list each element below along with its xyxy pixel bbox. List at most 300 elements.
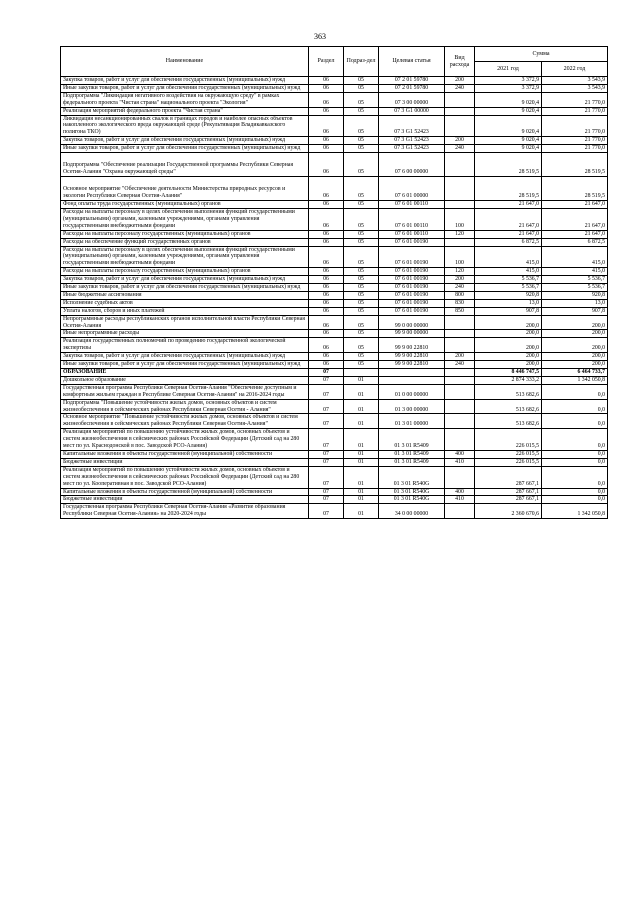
- row-name: Государственная программа Республики Северная Осетия-Алания "Обеспечение доступным и комфортным жильем граждан в Республике Северная Осетия-Алания" на 2016-2024 годы: [61, 384, 309, 399]
- row-sum-2022: 415,0: [542, 246, 608, 268]
- row-sum-2021: 226 015,5: [475, 429, 542, 451]
- table-row: [61, 92, 608, 107]
- row-name: Расходы на выплаты персоналу в целях обеспечения выполнения функций государственными (муниципальными) органами, казенными учреждениями, органами управления государственными внебюджетными фондами: [61, 208, 309, 230]
- row-sum-2021: 200,0: [475, 315, 542, 330]
- row-sum-2022: 21 770,0: [542, 137, 608, 145]
- row-sum-2022: 21 770,0: [542, 92, 608, 107]
- row-razdel: 07: [309, 488, 344, 496]
- row-sum-2022: 1 342 050,8: [542, 376, 608, 384]
- row-razdel: 06: [309, 268, 344, 276]
- row-vr: [445, 338, 475, 353]
- table-row: [61, 84, 608, 92]
- row-name: Иные закупки товаров, работ и услуг для обеспечения государственных (муниципальных) нужд: [61, 361, 309, 369]
- row-sum-2021: 200,0: [475, 330, 542, 338]
- row-sum-2022: 6 464 733,7: [542, 369, 608, 377]
- row-podrazdel: 01: [344, 496, 379, 504]
- row-csr: 07 3 G1 52423: [379, 115, 445, 137]
- row-csr: 07 2 01 59780: [379, 77, 445, 85]
- row-podrazdel: 05: [344, 153, 379, 177]
- row-podrazdel: 01: [344, 376, 379, 384]
- row-razdel: 06: [309, 307, 344, 315]
- row-razdel: 07: [309, 369, 344, 377]
- row-vr: 100: [445, 246, 475, 268]
- row-sum-2021: 226 015,5: [475, 450, 542, 458]
- row-sum-2021: 513 682,6: [475, 399, 542, 414]
- row-name: Непрограммные расходы республиканских органов исполнительной власти Республики Северная Осетия-Алания: [61, 315, 309, 330]
- row-csr: 07 6 01 00190: [379, 284, 445, 292]
- row-vr: [445, 330, 475, 338]
- row-sum-2021: 3 372,9: [475, 77, 542, 85]
- row-podrazdel: 05: [344, 107, 379, 115]
- row-csr: 01 3 01 R540G: [379, 496, 445, 504]
- row-sum-2022: 21 647,0: [542, 208, 608, 230]
- row-razdel: 06: [309, 145, 344, 153]
- row-sum-2022: 0,0: [542, 450, 608, 458]
- row-razdel: 06: [309, 137, 344, 145]
- row-razdel: 06: [309, 238, 344, 246]
- row-sum-2021: 287 667,1: [475, 488, 542, 496]
- row-razdel: 06: [309, 115, 344, 137]
- table-row: [61, 177, 608, 201]
- row-name: Реализация мероприятий по повышению устойчивости жилых домов, основных объектов и систем жизнеобеспечения в сейсмических районах Российской Федерации (Детский сад на 280 мест по ул. Краснодонской в пос. Заводской РСО-Алания): [61, 429, 309, 451]
- row-podrazdel: 05: [344, 307, 379, 315]
- table-row: [61, 414, 608, 429]
- row-sum-2021: 226 015,5: [475, 458, 542, 466]
- row-sum-2021: 28 519,5: [475, 153, 542, 177]
- row-podrazdel: 05: [344, 330, 379, 338]
- row-sum-2021: 2 360 670,6: [475, 504, 542, 519]
- row-name: Подпрограмма "Обеспечение реализации Государственной программы Республики Северная Осетия-Алания "Охрана окружающей среды": [61, 153, 309, 177]
- header-vr: Вид расхода: [445, 47, 475, 77]
- row-name: Фонд оплаты труда государственных (муниципальных) органов: [61, 201, 309, 209]
- row-sum-2021: 3 372,9: [475, 84, 542, 92]
- row-name: Закупка товаров, работ и услуг для обеспечения государственных (муниципальных) нужд: [61, 77, 309, 85]
- row-name: Иные закупки товаров, работ и услуг для обеспечения государственных (муниципальных) нужд: [61, 284, 309, 292]
- row-podrazdel: 01: [344, 458, 379, 466]
- row-csr: 99 9 00 00000: [379, 330, 445, 338]
- row-sum-2022: 0,0: [542, 496, 608, 504]
- table-row: [61, 361, 608, 369]
- row-csr: 07 3 G1 00000: [379, 107, 445, 115]
- row-razdel: 07: [309, 376, 344, 384]
- row-sum-2021: 9 020,4: [475, 92, 542, 107]
- row-name: Подпрограмма "Ликвидация негативного воздействия на окружающую среду" в рамках федерального проекта "Чистая страна" национального проекта "Экология": [61, 92, 309, 107]
- row-podrazdel: 01: [344, 429, 379, 451]
- row-razdel: 06: [309, 208, 344, 230]
- row-vr: 240: [445, 361, 475, 369]
- row-sum-2021: 9 020,4: [475, 107, 542, 115]
- row-podrazdel: 05: [344, 246, 379, 268]
- row-sum-2021: 200,0: [475, 361, 542, 369]
- row-csr: 07 6 00 00000: [379, 153, 445, 177]
- row-sum-2022: 200,0: [542, 361, 608, 369]
- row-sum-2022: 0,0: [542, 384, 608, 399]
- row-razdel: 06: [309, 230, 344, 238]
- row-vr: [445, 107, 475, 115]
- row-sum-2021: 21 647,0: [475, 208, 542, 230]
- row-name: Основное мероприятие "Обеспечение деятельности Министерства природных ресурсов и экологии Республики Северная Осетия-Алания": [61, 177, 309, 201]
- row-razdel: 07: [309, 414, 344, 429]
- table-row: [61, 246, 608, 268]
- page-number: 363: [314, 32, 326, 41]
- row-sum-2022: 21 770,0: [542, 145, 608, 153]
- table-row: [61, 208, 608, 230]
- row-csr: 34 0 00 00000: [379, 504, 445, 519]
- row-vr: 120: [445, 230, 475, 238]
- row-sum-2021: 415,0: [475, 246, 542, 268]
- row-sum-2022: 3 543,9: [542, 84, 608, 92]
- row-razdel: 06: [309, 276, 344, 284]
- row-razdel: 07: [309, 384, 344, 399]
- row-razdel: 06: [309, 284, 344, 292]
- row-vr: [445, 414, 475, 429]
- row-sum-2022: 28 519,5: [542, 153, 608, 177]
- row-sum-2022: 0,0: [542, 488, 608, 496]
- table-row: [61, 458, 608, 466]
- row-name: Иные непрограммные расходы: [61, 330, 309, 338]
- table-row: [61, 115, 608, 137]
- row-sum-2021: 6 872,5: [475, 238, 542, 246]
- row-podrazdel: 05: [344, 361, 379, 369]
- row-csr: 99 9 00 22810: [379, 353, 445, 361]
- row-name: Закупка товаров, работ и услуг для обеспечения государственных (муниципальных) нужд: [61, 137, 309, 145]
- row-name: Расходы на обеспечение функций государственных органов: [61, 238, 309, 246]
- row-csr: 07 3 G1 52423: [379, 137, 445, 145]
- table-row: [61, 201, 608, 209]
- row-sum-2021: 200,0: [475, 338, 542, 353]
- row-sum-2021: 513 682,6: [475, 384, 542, 399]
- row-name: Государственная программа Республики Северная Осетия-Алания «Развитие образования Республики Северная Осетия-Алания» на 2020-2024 годы: [61, 504, 309, 519]
- row-sum-2021: 13,0: [475, 299, 542, 307]
- row-csr: 99 9 00 22810: [379, 361, 445, 369]
- row-sum-2022: 0,0: [542, 429, 608, 451]
- table-row: [61, 330, 608, 338]
- row-csr: 07 6 01 00190: [379, 299, 445, 307]
- row-razdel: 06: [309, 84, 344, 92]
- row-vr: [445, 92, 475, 107]
- row-vr: 410: [445, 458, 475, 466]
- row-razdel: 06: [309, 92, 344, 107]
- row-sum-2021: 9 020,4: [475, 145, 542, 153]
- header-2021: 2021 год: [475, 62, 542, 77]
- row-podrazdel: [344, 369, 379, 377]
- table-row: [61, 291, 608, 299]
- row-vr: 200: [445, 353, 475, 361]
- table-row: [61, 353, 608, 361]
- row-csr: 07 6 01 00000: [379, 177, 445, 201]
- row-vr: 410: [445, 496, 475, 504]
- row-csr: 07 6 01 00190: [379, 268, 445, 276]
- row-name: Бюджетные инвестиции: [61, 458, 309, 466]
- row-razdel: 07: [309, 399, 344, 414]
- row-podrazdel: 01: [344, 399, 379, 414]
- row-podrazdel: 05: [344, 291, 379, 299]
- table-row: [61, 137, 608, 145]
- row-razdel: 06: [309, 107, 344, 115]
- row-vr: 200: [445, 276, 475, 284]
- row-podrazdel: 05: [344, 268, 379, 276]
- row-csr: 07 3 00 00000: [379, 92, 445, 107]
- row-name: Реализация государственных полномочий по проведению государственной экологической экспертизы: [61, 338, 309, 353]
- row-sum-2021: 9 020,4: [475, 115, 542, 137]
- row-vr: [445, 238, 475, 246]
- row-podrazdel: 05: [344, 137, 379, 145]
- row-vr: [445, 466, 475, 488]
- row-sum-2021: 287 667,1: [475, 496, 542, 504]
- row-podrazdel: 05: [344, 145, 379, 153]
- row-podrazdel: 05: [344, 230, 379, 238]
- row-vr: [445, 153, 475, 177]
- budget-table: [60, 46, 608, 519]
- row-name: Расходы на выплаты персоналу государственных (муниципальных) органов: [61, 230, 309, 238]
- header-name: Наименование: [61, 47, 309, 77]
- row-name: Подпрограмма "Повышение устойчивости жилых домов, основных объектов и систем жизнеобеспечения в сейсмических районах Республики Северная Осетия - Алания": [61, 399, 309, 414]
- row-name: Капитальные вложения в объекты государственной (муниципальной) собственности: [61, 488, 309, 496]
- table-row: [61, 153, 608, 177]
- row-vr: [445, 429, 475, 451]
- row-sum-2022: 920,8: [542, 291, 608, 299]
- row-sum-2021: 5 536,7: [475, 284, 542, 292]
- row-podrazdel: 05: [344, 338, 379, 353]
- row-sum-2022: 21 647,0: [542, 230, 608, 238]
- row-name: Иные закупки товаров, работ и услуг для обеспечения государственных (муниципальных) нужд: [61, 145, 309, 153]
- row-name: Исполнение судебных актов: [61, 299, 309, 307]
- row-csr: 99 0 00 00000: [379, 315, 445, 330]
- row-podrazdel: 05: [344, 315, 379, 330]
- row-razdel: 07: [309, 496, 344, 504]
- table-row: [61, 299, 608, 307]
- row-sum-2021: 2 874 333,2: [475, 376, 542, 384]
- row-podrazdel: 01: [344, 414, 379, 429]
- row-name: Иные закупки товаров, работ и услуг для обеспечения государственных (муниципальных) нужд: [61, 84, 309, 92]
- row-csr: 07 3 G1 52423: [379, 145, 445, 153]
- row-csr: 07 6 01 00190: [379, 238, 445, 246]
- row-sum-2021: 287 667,1: [475, 466, 542, 488]
- row-razdel: 06: [309, 353, 344, 361]
- table-row: [61, 107, 608, 115]
- row-csr: 01 3 01 R5409: [379, 458, 445, 466]
- row-sum-2022: 0,0: [542, 458, 608, 466]
- row-sum-2021: 5 536,7: [475, 276, 542, 284]
- row-csr: 07 6 01 00190: [379, 246, 445, 268]
- row-vr: 240: [445, 145, 475, 153]
- row-name: Ликвидация несанкционированных свалок в границах городов и наиболее опасных объектов накопленного экологического вреда окружающей среде (Рекультивация Владикавказского полигона ТКО): [61, 115, 309, 137]
- row-podrazdel: 05: [344, 115, 379, 137]
- table-row: [61, 399, 608, 414]
- row-podrazdel: 05: [344, 276, 379, 284]
- row-razdel: 06: [309, 153, 344, 177]
- row-sum-2021: 28 519,5: [475, 177, 542, 201]
- row-razdel: 06: [309, 291, 344, 299]
- row-name: Закупка товаров, работ и услуг для обеспечения государственных (муниципальных) нужд: [61, 276, 309, 284]
- row-csr: 07 6 01 00110: [379, 230, 445, 238]
- row-name: Расходы на выплаты персоналу в целях обеспечения выполнения функций государственными (муниципальными) органами, казенными учреждениями, органами управления государственными внебюджетными фондами: [61, 246, 309, 268]
- row-vr: 240: [445, 84, 475, 92]
- row-sum-2021: 9 020,4: [475, 137, 542, 145]
- row-sum-2022: 28 519,5: [542, 177, 608, 201]
- row-podrazdel: 05: [344, 177, 379, 201]
- row-csr: 07 6 01 00110: [379, 201, 445, 209]
- row-sum-2021: 513 682,6: [475, 414, 542, 429]
- row-vr: [445, 201, 475, 209]
- row-podrazdel: 01: [344, 450, 379, 458]
- row-vr: 850: [445, 307, 475, 315]
- row-csr: 01 3 00 00000: [379, 399, 445, 414]
- row-vr: 400: [445, 450, 475, 458]
- table-row: [61, 307, 608, 315]
- row-sum-2022: 200,0: [542, 338, 608, 353]
- row-name: Основное мероприятие "Повышение устойчивости жилых домов, основных объектов и систем жизнеобеспечения в сейсмических районах Республики Северная Осетия-Алания": [61, 414, 309, 429]
- row-sum-2022: 21 647,0: [542, 201, 608, 209]
- row-podrazdel: 05: [344, 201, 379, 209]
- row-razdel: 07: [309, 458, 344, 466]
- row-sum-2022: 0,0: [542, 399, 608, 414]
- row-csr: 01 3 01 R5409: [379, 450, 445, 458]
- row-csr: 01 3 01 R540G: [379, 466, 445, 488]
- row-sum-2021: 920,8: [475, 291, 542, 299]
- table-row: [61, 284, 608, 292]
- table-row: [61, 450, 608, 458]
- row-name: Реализация мероприятий федерального проекта "Чистая страна": [61, 107, 309, 115]
- table-body: [61, 77, 608, 519]
- row-vr: 200: [445, 77, 475, 85]
- row-podrazdel: 01: [344, 488, 379, 496]
- row-sum-2022: 3 543,9: [542, 77, 608, 85]
- row-razdel: 07: [309, 450, 344, 458]
- row-name: Реализация мероприятий по повышению устойчивости жилых домов, основных объектов и систем жизнеобеспечения в сейсмических районах Российской Федерации (Детский сад на 280 мест по ул. Кооперативная в пос. Заводской РСО-Алания): [61, 466, 309, 488]
- table-row: [61, 276, 608, 284]
- row-sum-2022: 200,0: [542, 330, 608, 338]
- row-name: Капитальные вложения в объекты государственной (муниципальной) собственности: [61, 450, 309, 458]
- row-sum-2022: 0,0: [542, 414, 608, 429]
- row-vr: [445, 384, 475, 399]
- row-sum-2022: 1 342 050,8: [542, 504, 608, 519]
- table-row: [61, 488, 608, 496]
- row-sum-2022: 5 536,7: [542, 284, 608, 292]
- row-sum-2021: 200,0: [475, 353, 542, 361]
- row-csr: 07 2 01 59780: [379, 84, 445, 92]
- row-podrazdel: 05: [344, 284, 379, 292]
- row-vr: 200: [445, 137, 475, 145]
- header-summa: Сумма: [475, 47, 608, 62]
- row-vr: 120: [445, 268, 475, 276]
- row-csr: 07 6 01 00190: [379, 291, 445, 299]
- table-row: [61, 496, 608, 504]
- row-razdel: 06: [309, 338, 344, 353]
- row-csr: [379, 376, 445, 384]
- row-name: Уплата налогов, сборов и иных платежей: [61, 307, 309, 315]
- row-vr: [445, 315, 475, 330]
- table-row: [61, 77, 608, 85]
- row-name: Дошкольное образование: [61, 376, 309, 384]
- row-csr: 01 3 01 R540G: [379, 488, 445, 496]
- table-row: [61, 384, 608, 399]
- row-csr: 01 0 00 00000: [379, 384, 445, 399]
- row-sum-2021: 8 446 747,5: [475, 369, 542, 377]
- row-name: Расходы на выплаты персоналу государственных (муниципальных) органов: [61, 268, 309, 276]
- row-sum-2021: 907,8: [475, 307, 542, 315]
- row-razdel: 06: [309, 201, 344, 209]
- row-vr: 100: [445, 208, 475, 230]
- table-row: [61, 504, 608, 519]
- row-podrazdel: 05: [344, 84, 379, 92]
- table-row: [61, 145, 608, 153]
- table-row: [61, 429, 608, 451]
- row-vr: 830: [445, 299, 475, 307]
- table-row: [61, 268, 608, 276]
- row-razdel: 06: [309, 315, 344, 330]
- row-vr: [445, 399, 475, 414]
- row-razdel: 06: [309, 177, 344, 201]
- row-sum-2021: 415,0: [475, 268, 542, 276]
- row-name: Закупка товаров, работ и услуг для обеспечения государственных (муниципальных) нужд: [61, 353, 309, 361]
- header-2022: 2022 год: [542, 62, 608, 77]
- row-sum-2022: 200,0: [542, 315, 608, 330]
- row-sum-2022: 5 536,7: [542, 276, 608, 284]
- row-vr: 240: [445, 284, 475, 292]
- row-sum-2022: 907,8: [542, 307, 608, 315]
- row-podrazdel: 01: [344, 504, 379, 519]
- row-sum-2022: 0,0: [542, 466, 608, 488]
- row-csr: 01 3 01 R5409: [379, 429, 445, 451]
- table-header: [61, 47, 608, 77]
- row-vr: [445, 115, 475, 137]
- row-csr: [379, 369, 445, 377]
- table-row: [61, 315, 608, 330]
- table-row: [61, 230, 608, 238]
- row-sum-2022: 415,0: [542, 268, 608, 276]
- row-vr: [445, 369, 475, 377]
- row-sum-2022: 21 770,0: [542, 107, 608, 115]
- row-csr: 01 3 01 00000: [379, 414, 445, 429]
- row-vr: 400: [445, 488, 475, 496]
- row-razdel: 07: [309, 466, 344, 488]
- row-razdel: 06: [309, 246, 344, 268]
- table-row: [61, 376, 608, 384]
- table-row: [61, 369, 608, 377]
- row-razdel: 06: [309, 330, 344, 338]
- row-sum-2022: 200,0: [542, 353, 608, 361]
- row-vr: [445, 376, 475, 384]
- row-podrazdel: 05: [344, 92, 379, 107]
- header-podrazdel: Подраз-дел: [344, 47, 379, 77]
- row-podrazdel: 01: [344, 384, 379, 399]
- row-name: Бюджетные инвестиции: [61, 496, 309, 504]
- row-sum-2021: 21 647,0: [475, 230, 542, 238]
- row-podrazdel: 05: [344, 299, 379, 307]
- row-razdel: 06: [309, 361, 344, 369]
- row-name: ОБРАЗОВАНИЕ: [61, 369, 309, 377]
- row-sum-2022: 6 872,5: [542, 238, 608, 246]
- row-podrazdel: 01: [344, 466, 379, 488]
- row-vr: 800: [445, 291, 475, 299]
- row-vr: [445, 504, 475, 519]
- row-sum-2022: 13,0: [542, 299, 608, 307]
- row-podrazdel: 05: [344, 238, 379, 246]
- table-row: [61, 238, 608, 246]
- header-csr: Целевая статья: [379, 47, 445, 77]
- row-csr: 99 9 00 22810: [379, 338, 445, 353]
- row-razdel: 06: [309, 299, 344, 307]
- header-razdel: Раздел: [309, 47, 344, 77]
- row-razdel: 07: [309, 504, 344, 519]
- table-row: [61, 338, 608, 353]
- row-podrazdel: 05: [344, 77, 379, 85]
- row-vr: [445, 177, 475, 201]
- row-podrazdel: 05: [344, 353, 379, 361]
- row-name: Иные бюджетные ассигнования: [61, 291, 309, 299]
- row-podrazdel: 05: [344, 208, 379, 230]
